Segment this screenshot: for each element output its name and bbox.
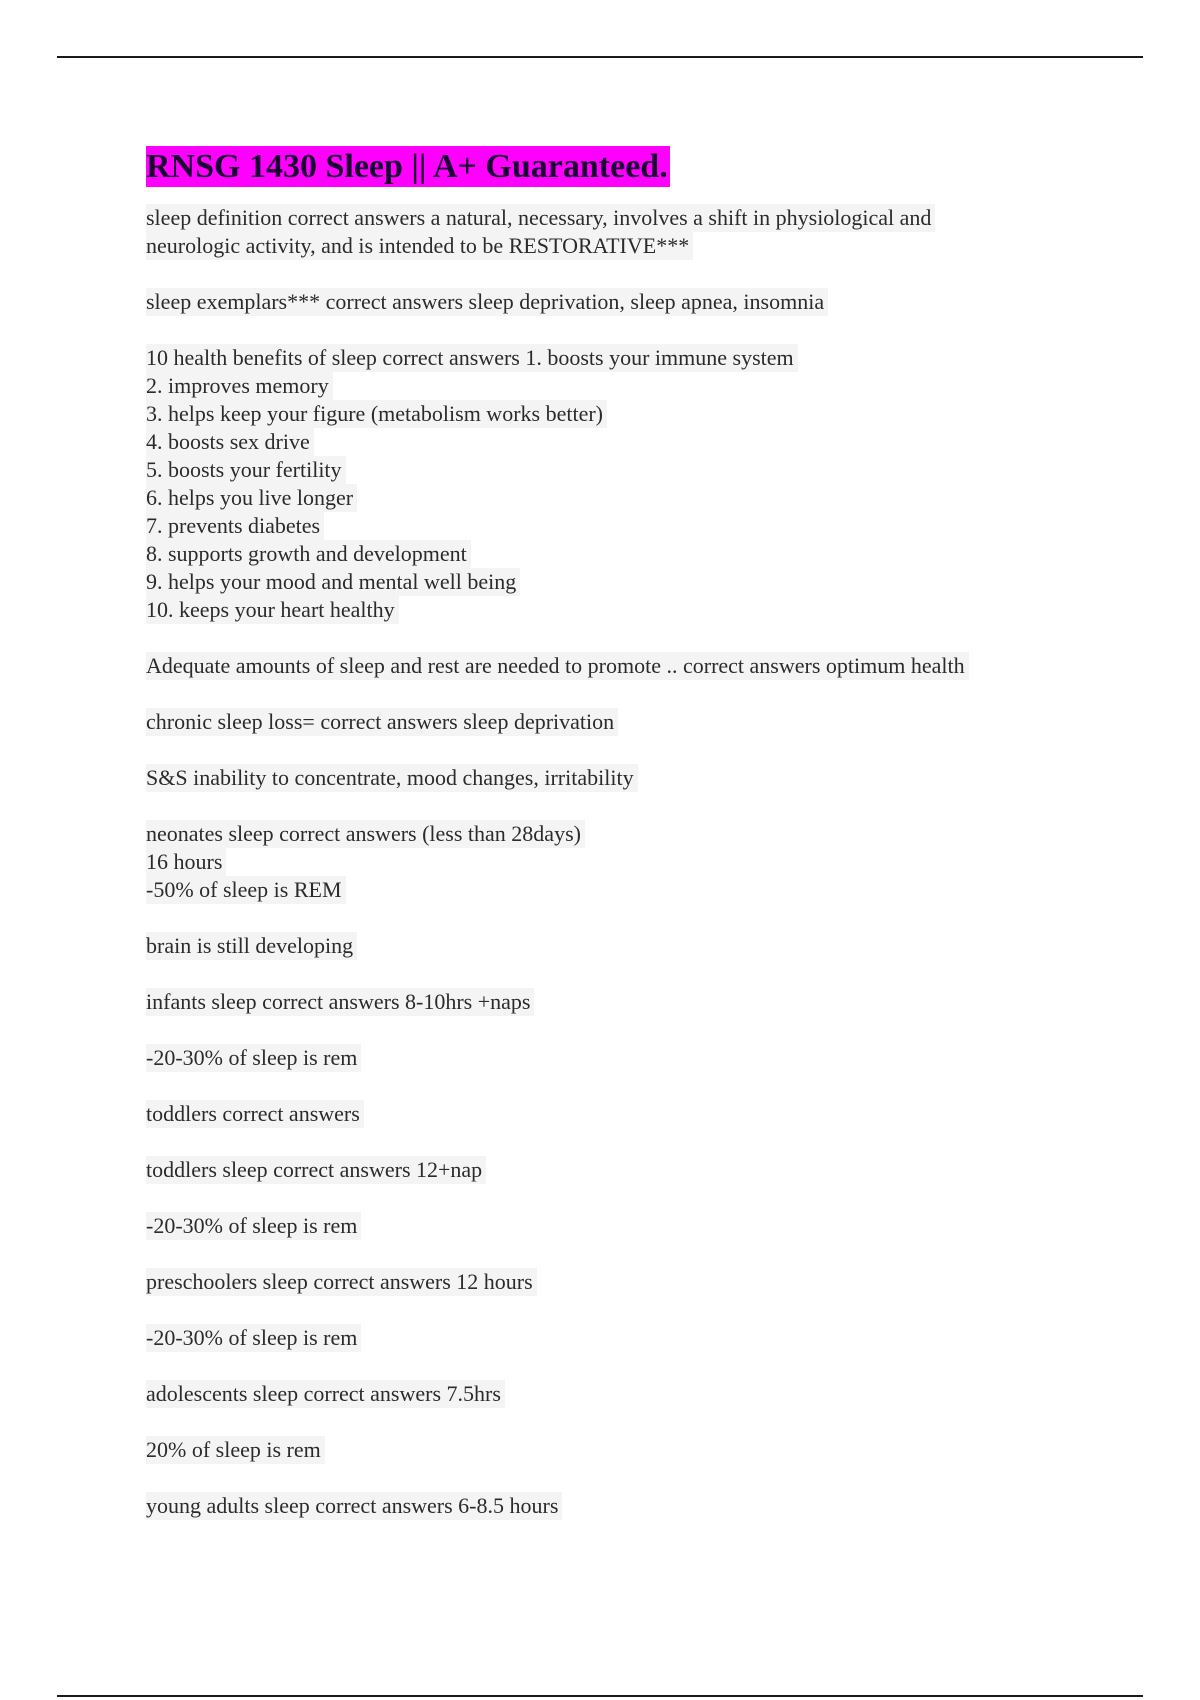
text-line: 6. helps you live longer (146, 484, 357, 512)
qa-item (146, 204, 1126, 260)
text-line: 5. boosts your fertility (146, 456, 346, 484)
text-line: 4. boosts sex drive (146, 428, 314, 456)
qa-item (146, 988, 1126, 1016)
text-line: Adequate amounts of sleep and rest are needed to promote .. correct answers optimum health (146, 652, 969, 680)
bottom-rule (57, 1695, 1143, 1697)
qa-item (146, 1324, 1126, 1352)
top-rule (57, 56, 1143, 58)
text-line: -20-30% of sleep is rem (146, 1324, 361, 1352)
text-line: neurologic activity, and is intended to be RESTORATIVE*** (146, 232, 693, 260)
text-line: infants sleep correct answers 8-10hrs +naps (146, 988, 534, 1016)
qa-item (146, 1380, 1126, 1408)
qa-item (146, 1156, 1126, 1184)
text-line: 16 hours (146, 848, 226, 876)
text-line: young adults sleep correct answers 6-8.5 hours (146, 1492, 562, 1520)
qa-item (146, 1100, 1126, 1128)
text-line: preschoolers sleep correct answers 12 hours (146, 1268, 537, 1296)
qa-item (146, 820, 1126, 904)
qa-item (146, 1268, 1126, 1296)
text-line: -20-30% of sleep is rem (146, 1212, 361, 1240)
text-line: 10. keeps your heart healthy (146, 596, 399, 624)
text-line: sleep exemplars*** correct answers sleep deprivation, sleep apnea, insomnia (146, 288, 828, 316)
text-line: toddlers sleep correct answers 12+nap (146, 1156, 486, 1184)
document-body (146, 146, 1126, 1548)
text-line: 7. prevents diabetes (146, 512, 324, 540)
qa-item (146, 1212, 1126, 1240)
qa-item (146, 1436, 1126, 1464)
text-line: 9. helps your mood and mental well being (146, 568, 520, 596)
text-line: adolescents sleep correct answers 7.5hrs (146, 1380, 505, 1408)
text-line: toddlers correct answers (146, 1100, 364, 1128)
qa-item (146, 344, 1126, 624)
qa-item (146, 708, 1126, 736)
text-line: 2. improves memory (146, 372, 333, 400)
qa-item (146, 288, 1126, 316)
text-line: -20-30% of sleep is rem (146, 1044, 361, 1072)
qa-item (146, 932, 1126, 960)
text-line: brain is still developing (146, 932, 357, 960)
qa-item (146, 1492, 1126, 1520)
qa-item (146, 1044, 1126, 1072)
qa-item (146, 652, 1126, 680)
qa-list (146, 204, 1126, 1520)
text-line: 20% of sleep is rem (146, 1436, 325, 1464)
document-title: RNSG 1430 Sleep || A+ Guaranteed. (146, 148, 668, 185)
text-line: neonates sleep correct answers (less than 28days) (146, 820, 585, 848)
text-line: 3. helps keep your figure (metabolism works better) (146, 400, 607, 428)
text-line: 10 health benefits of sleep correct answers 1. boosts your immune system (146, 344, 798, 372)
text-line: sleep definition correct answers a natural, necessary, involves a shift in physiological and (146, 204, 935, 232)
text-line: 8. supports growth and development (146, 540, 471, 568)
qa-item (146, 764, 1126, 792)
text-line: S&S inability to concentrate, mood changes, irritability (146, 764, 638, 792)
text-line: chronic sleep loss= correct answers sleep deprivation (146, 708, 618, 736)
text-line: -50% of sleep is REM (146, 876, 346, 904)
